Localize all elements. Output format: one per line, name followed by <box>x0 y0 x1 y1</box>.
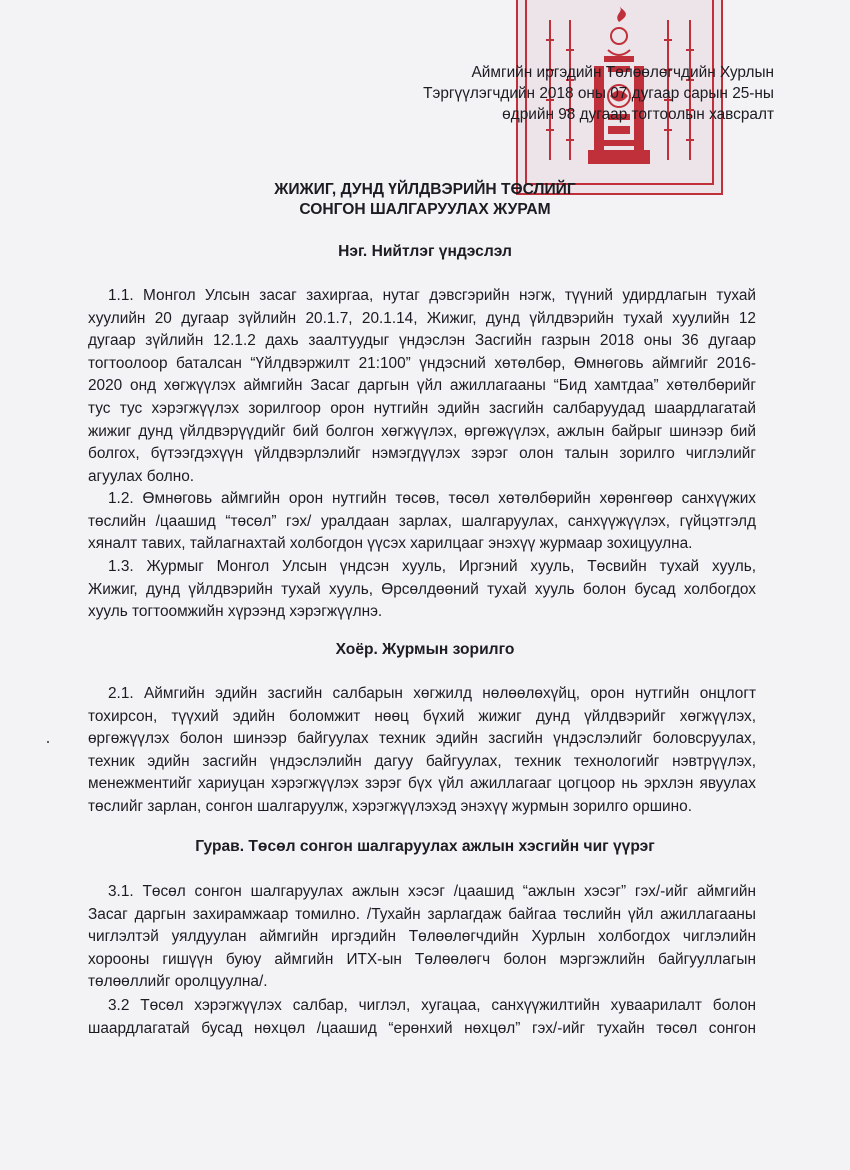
title-line: ЖИЖИГ, ДУНД ҮЙЛДВЭРИЙН ТӨСЛИЙГ <box>274 181 576 198</box>
section-heading: Нэг. Нийтлэг үндэслэл <box>338 243 512 260</box>
text-line: 1.1. Монгол Улсын засаг захиргаа, нутаг дэвсгэрийн нэгж, түүний удирдлагын тухай <box>108 287 756 304</box>
section-heading: Гурав. Төсөл сонгон шалгаруулах ажлын хэсгийн чиг үүрэг <box>195 838 655 855</box>
text-line: чиглэлтэй уялдуулан аймгийн иргэдийн Төлөөлөгчдийн Хурлын холбогдох чиглэлийн <box>88 928 756 946</box>
text-line: болгох, бүтээгдэхүүн үйлдвэрлэлийг нэмэгдүүлэх зэрэг олон талын зорилго чиглэлийг <box>88 445 756 463</box>
text-line: Жижиг, дунд үйлдвэрийн тухай хууль, Өрсөлдөөний тухай хууль болон бусад холбогдох <box>88 580 756 598</box>
text-line: төслийг зарлан, сонгон шалгаруулж, хэрэгжүүлэхэд энэхүү журмын зорилго оршино. <box>88 797 692 815</box>
text-line: менежментийг хариуцан хэрэгжүүлэх зэрэг бүх үйл ажиллагааг цогцоор нь эрхлэн явуулах <box>88 775 756 793</box>
text-line: хуулийн 20 дугаар зүйлийн 20.1.7, 20.1.14, Жижиг, дунд үйлдвэрийн тухай хуулийн 12 <box>88 309 756 327</box>
text-line: тохирсон, түүхий эдийн боломжит нөөц бүхий жижиг дунд үйлдвэрийг хөгжүүлэх, <box>88 707 756 725</box>
text-line: жижиг дунд үйлдвэрүүдийг бий болгон хөгжүүлэх, өргөжүүлэх, ажлын байрыг шинээр бий <box>88 422 756 440</box>
text-line: 3.2 Төсөл хэрэгжүүлэх салбар, чиглэл, хугацаа, санхүүжилтийн хуваарилалт болон <box>108 997 756 1014</box>
text-line: 2.1. Аймгийн эдийн засгийн салбарын хөгжилд нөлөөлөхүйц, орон нутгийн онцлогт <box>108 685 756 702</box>
text-line: 1.3. Журмыг Монгол Улсын үндсэн хууль, Иргэний хууль, Төсвийн тухай хууль, <box>108 558 756 575</box>
text-line: шаардлагатай бусад нөхцөл /цаашид “ерөнхий нөхцөл” гэх/-ийг тухайн төсөл сонгон <box>88 1019 756 1037</box>
text-line: тогтоолоор баталсан “Үйлдвэржилт 21:100” үндэсний хөтөлбөр, Өмнөговь аймгийг 2016- <box>88 354 756 372</box>
paragraph-2-1 <box>88 683 756 819</box>
paragraph-1-3 <box>88 556 756 624</box>
text-line: дугаар зүйлийн 12.1.2 дахь заалтуудыг үндэслэн Засгийн газрын 2018 оны 36 дугаар <box>88 332 756 350</box>
text-line: тус тус хэрэгжүүлэх зорилгоор орон нутгийн эдийн засгийн салбаруудад шаардлагатай <box>88 399 756 417</box>
text-line: агуулах болно. <box>88 467 195 485</box>
paragraph-1-2 <box>88 488 756 556</box>
paragraph-1-1 <box>88 285 756 488</box>
text-line: төлөөллийг оролцуулна/. <box>88 973 268 991</box>
annex-line: өдрийн 98 дугаар тогтоолын хавсралт <box>502 106 774 123</box>
annex-line: Тэргүүлэгчдийн 2018 оны 07 дугаар сарын 25-ны <box>423 85 774 102</box>
text-line: төслийн /цаашид “төсөл” гэх/ уралдаан зарлах, шалгаруулах, санхүүжүүлэх, гүйцэтгэлд <box>88 512 756 530</box>
text-line: хууль тогтоомжийн хүрээнд хэрэгжүүлнэ. <box>88 603 383 621</box>
document-title <box>0 180 850 220</box>
annex-line: Аймгийн иргэдийн Төлөөлөгчдийн Хурлын <box>471 64 774 81</box>
paragraph-3-2 <box>88 995 756 1040</box>
scan-speck <box>47 741 49 743</box>
paragraph-3-1 <box>88 881 756 994</box>
text-line: хяналт тавих, тайлагнахтай холбогдон үүсэх харилцааг энэхүү журмаар зохицуулна. <box>88 535 693 553</box>
text-line: техник эдийн засгийн үндэслэлийн дагуу байгуулах, техник технологийг нэвтрүүлэх, <box>88 752 756 770</box>
text-line: Засаг даргын захирамжаар томилно. /Тухайн зарлагдаж байгаа төслийн үйл ажиллагааны <box>88 905 756 923</box>
text-line: өргөжүүлэх болон шинээр байгуулах техник эдийн засгийн үндэслэлийг боловсруулах, <box>88 730 756 748</box>
text-line: хорооны гишүүн буюу аймгийн ИТХ-ын Төлөөлөгч болон мэргэжлийн байгууллагын <box>88 950 756 968</box>
title-line: СОНГОН ШАЛГАРУУЛАХ ЖУРАМ <box>299 201 551 218</box>
text-line: 3.1. Төсөл сонгон шалгаруулах ажлын хэсэг /цаашид “ажлын хэсэг” гэх/-ийг аймгийн <box>108 883 756 900</box>
text-line: 1.2. Өмнөговь аймгийн орон нутгийн төсөв, төсөл хөтөлбөрийн хөрөнгөөр санхүүжих <box>108 490 756 507</box>
section-heading: Хоёр. Журмын зорилго <box>335 641 515 658</box>
text-line: 2020 онд хөгжүүлэх аймгийн Засаг даргын үйл ажиллагааны “Бид хамтдаа” хөтөлбөрийг <box>88 377 756 395</box>
annex-reference <box>423 62 774 125</box>
